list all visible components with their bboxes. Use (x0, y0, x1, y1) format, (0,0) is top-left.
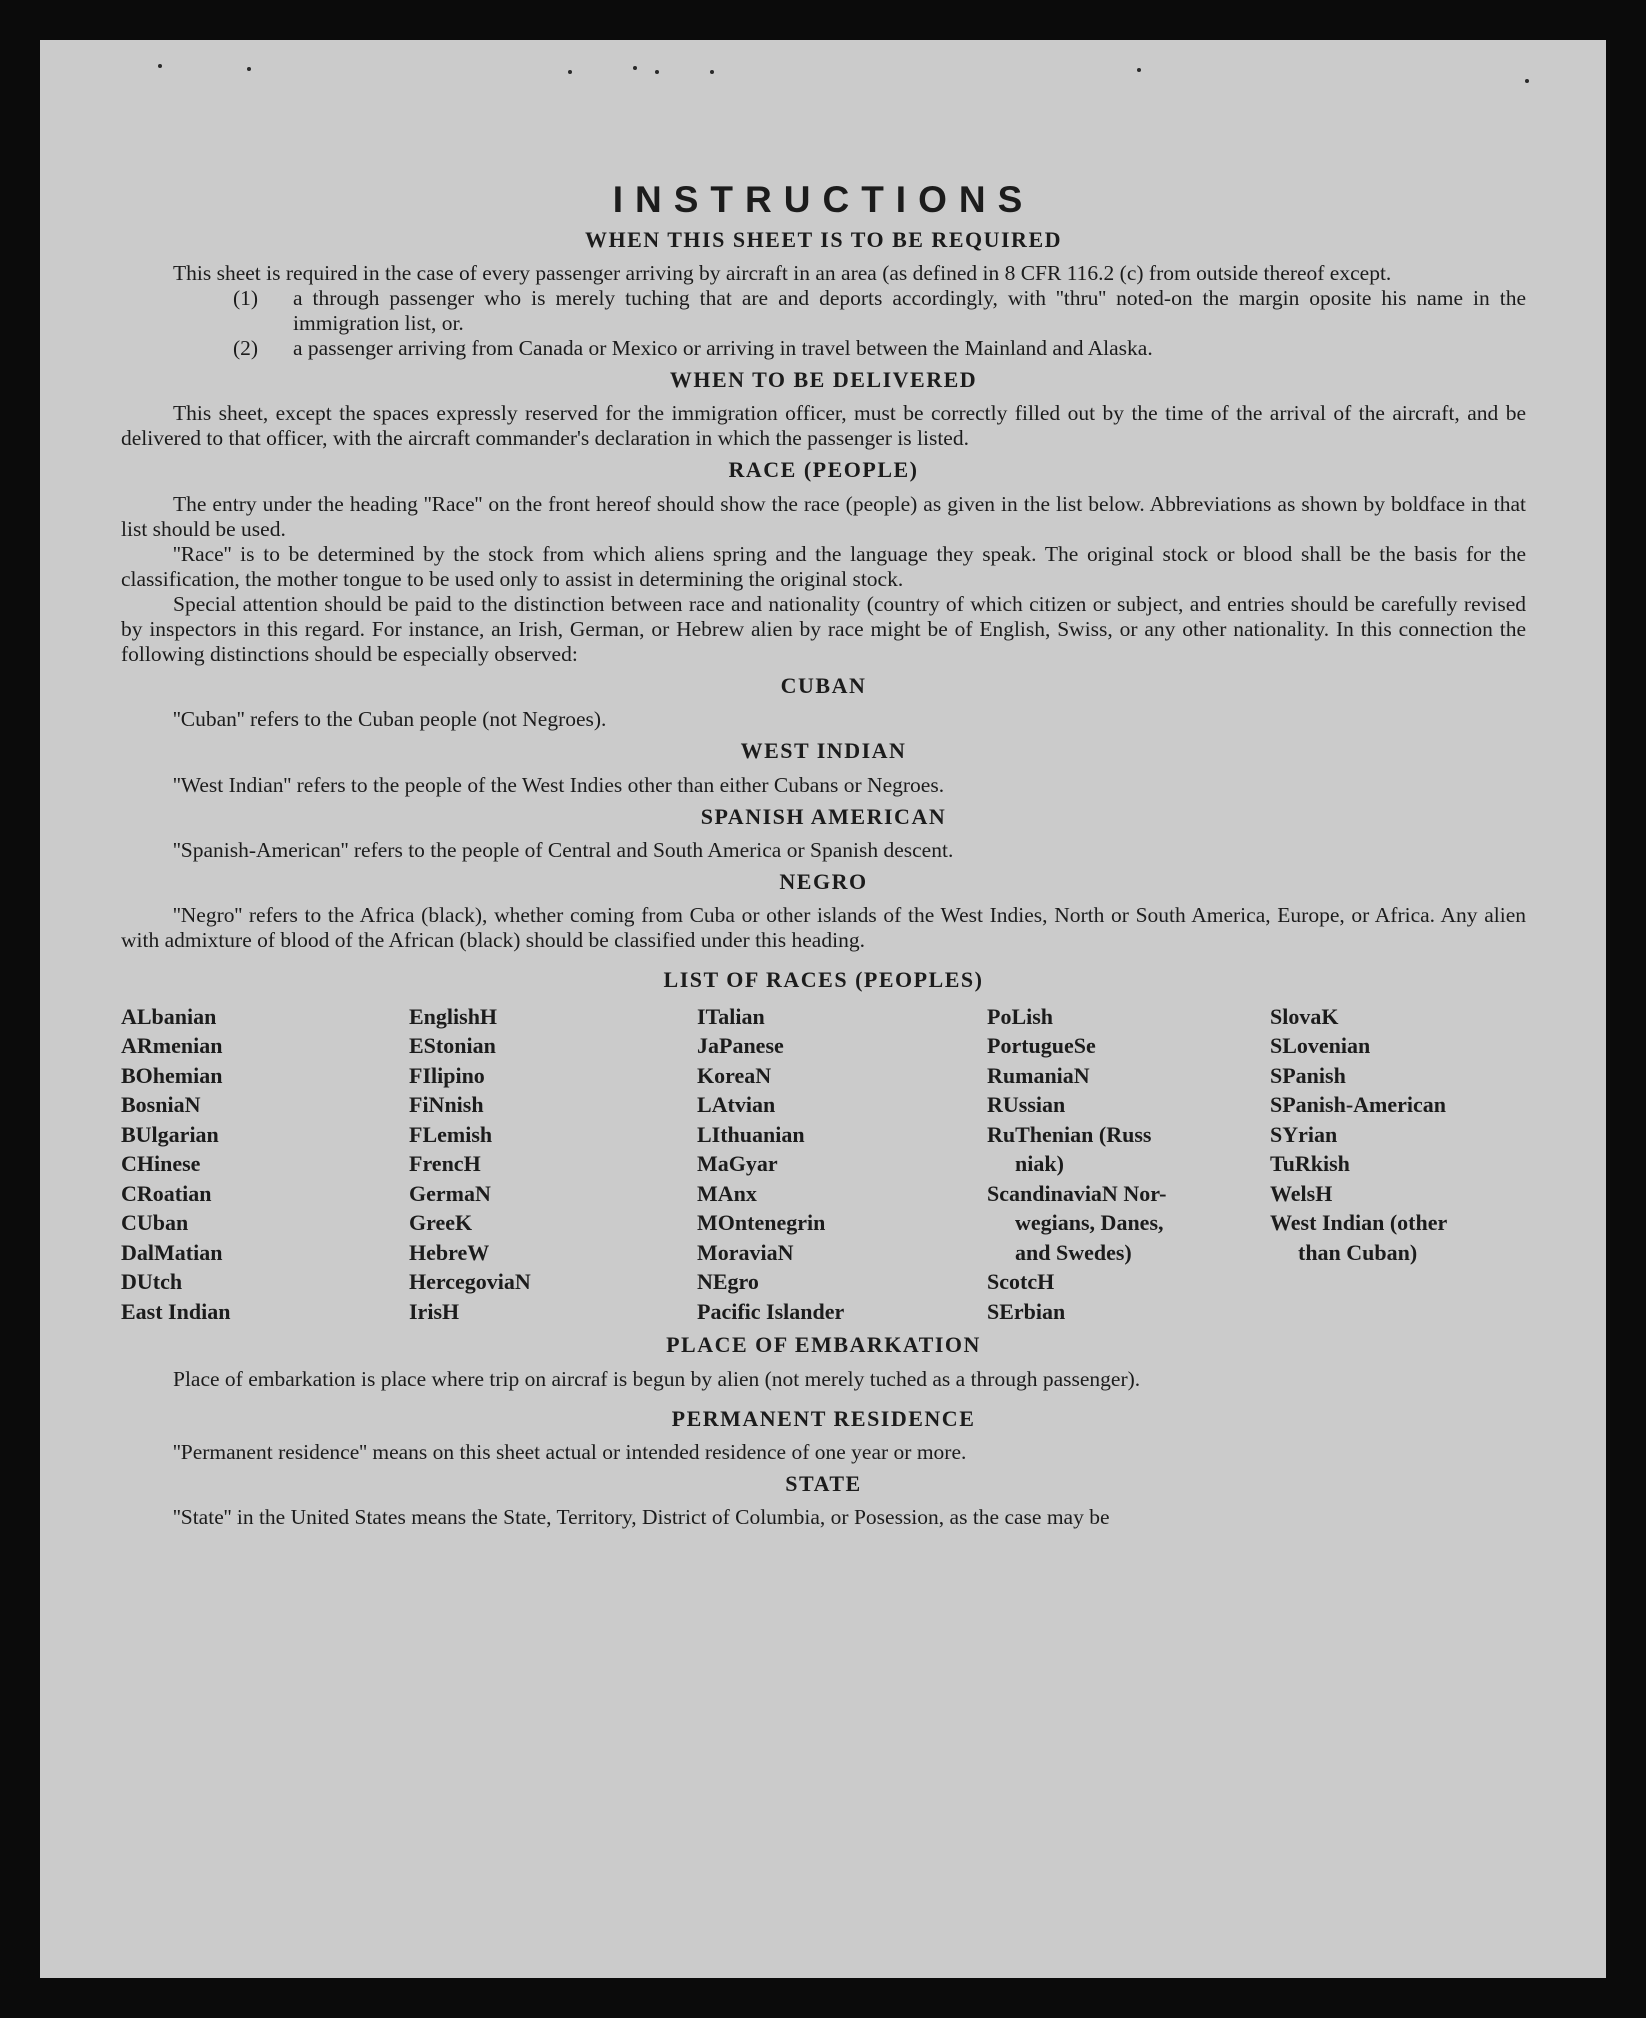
race-item: LIthuanian (697, 1121, 805, 1147)
heading-spanish-american: SPANISH AMERICAN (700, 803, 947, 829)
race-item: ScandinaviaN Nor- (987, 1180, 1167, 1206)
race-item: MAnx (697, 1180, 757, 1206)
race-item: BOhemian (121, 1062, 223, 1088)
race-item: FLemish (409, 1121, 493, 1147)
race-item: WelsH (1270, 1180, 1333, 1206)
races-column-2 (409, 1002, 697, 1327)
race-item: RUssian (987, 1092, 1066, 1118)
races-column-1 (121, 1002, 409, 1327)
permanent-residence-text: ''Permanent residence'' means on this sheet actual or intended residence of one year or more. (173, 1440, 967, 1465)
embarkation-text: Place of embarkation is place where trip on aircraf is begun by alien (not merely tuched as a through passenger). (173, 1366, 1141, 1391)
race-item-continued: and Swedes) (1015, 1239, 1132, 1265)
race-item: West Indian (other (1270, 1210, 1448, 1236)
race-paragraph-2: ''Race'' is to be determined by the stock from which aliens spring and the language they speak. The original stock or blood shall be the basis for the classification, the mother tongue to be used only to assist in determining the original stock. (121, 541, 1526, 591)
race-paragraph-3: Special attention should be paid to the distinction between race and nationality (country of which citizen or subject, and entries should be carefully revised by inspectors in this regard. For instance, an Irish, German, or Hebrew alien by race might be of English, Swiss, or any other nationality. In this connection the following distinctions should be especially observed: (121, 591, 1526, 666)
heading-cuban: CUBAN (780, 672, 867, 698)
race-item: IrisH (409, 1298, 460, 1324)
heading-west-indian: WEST INDIAN (740, 738, 907, 764)
race-item: GermaN (409, 1180, 491, 1206)
race-item: SLovenian (1270, 1033, 1371, 1059)
race-item: ALbanian (121, 1003, 217, 1029)
state-text: ''State'' in the United States means the State, Territory, District of Columbia, or Posession, as the case may be (173, 1505, 1110, 1530)
spanish-american-text: ''Spanish-American'' refers to the people of Central and South America or Spanish descent. (173, 838, 954, 863)
race-item: HercegoviaN (409, 1269, 531, 1295)
race-item: FIlipino (409, 1062, 485, 1088)
race-item: BUlgarian (121, 1121, 219, 1147)
race-item: ARmenian (121, 1033, 223, 1059)
cuban-text: ''Cuban'' refers to the Cuban people (not Negroes). (173, 707, 607, 732)
heading-embarkation: PLACE OF EMBARKATION (666, 1332, 981, 1358)
race-item: FiNnish (409, 1092, 484, 1118)
race-item: Pacific Islander (697, 1298, 845, 1324)
race-item: LAtvian (697, 1092, 776, 1118)
speck (158, 64, 162, 68)
heading-race: RACE (PEOPLE) (728, 457, 919, 483)
heading-negro: NEGRO (779, 869, 868, 895)
race-item: KoreaN (697, 1062, 772, 1088)
race-item: DalMatian (121, 1239, 223, 1265)
race-item: PoLish (987, 1003, 1054, 1029)
when-required-item-2 (121, 336, 1526, 361)
race-item: DUtch (121, 1269, 183, 1295)
race-item: EnglishH (409, 1003, 498, 1029)
race-item-continued: niak) (1015, 1151, 1064, 1177)
item-number: (2) (233, 336, 259, 361)
heading-list-of-races: LIST OF RACES (PEOPLES) (663, 967, 984, 993)
when-required-item-1 (121, 286, 1526, 336)
race-item: SYrian (1270, 1121, 1338, 1147)
speck (655, 70, 659, 74)
race-item: SPanish-American (1270, 1092, 1446, 1118)
instructions-body (121, 180, 1526, 1530)
item-text: a through passenger who is merely tuching that are and deports accordingly, with ''thru'' noted-on the margin oposite his name in the immigration list, or. (293, 286, 1526, 336)
races-column-4 (987, 1002, 1270, 1327)
races-list (121, 1002, 1526, 1327)
race-item-continued: than Cuban) (1298, 1239, 1418, 1265)
race-item: JaPanese (697, 1033, 784, 1059)
race-item: CHinese (121, 1151, 201, 1177)
west-indian-text: ''West Indian'' refers to the people of the West Indies other than either Cubans or Negroes. (173, 772, 945, 797)
when-delivered-text: This sheet, except the spaces expressly reserved for the immigration officer, must be correctly filled out by the time of the arrival of the aircraft, and be delivered to that officer, with the aircraft commander's declaration in which the passenger is listed. (121, 401, 1526, 451)
heading-state: STATE (785, 1471, 862, 1497)
scan-specks (40, 40, 1606, 120)
page-title: INSTRUCTIONS (612, 179, 1035, 220)
speck (568, 70, 572, 74)
race-item: TuRkish (1270, 1151, 1350, 1177)
speck (633, 66, 637, 70)
race-item: CRoatian (121, 1180, 212, 1206)
document-page (40, 40, 1606, 1978)
race-item-continued: wegians, Danes, (1015, 1210, 1164, 1236)
race-item: SlovaK (1270, 1003, 1339, 1029)
race-item: RumaniaN (987, 1062, 1090, 1088)
race-item: East Indian (121, 1298, 231, 1324)
race-paragraph-1: The entry under the heading ''Race'' on the front hereof should show the race (people) as given in the list below. Abbreviations as shown by boldface in that list should be used. (121, 491, 1526, 541)
race-item: FrencH (409, 1151, 481, 1177)
race-item: CUban (121, 1210, 189, 1236)
race-item: PortugueSe (987, 1033, 1096, 1059)
race-item: ITalian (697, 1003, 765, 1029)
race-item: RuThenian (Russ (987, 1121, 1152, 1147)
race-item: HebreW (409, 1239, 490, 1265)
race-item: NEgro (697, 1269, 759, 1295)
when-required-intro: This sheet is required in the case of every passenger arriving by aircraft in an area (as defined in 8 CFR 116.2 (c) from outside thereof except. (173, 261, 1392, 286)
race-item: MOntenegrin (697, 1210, 826, 1236)
race-item: MaGyar (697, 1151, 778, 1177)
race-item: BosniaN (121, 1092, 201, 1118)
races-column-5 (1270, 1002, 1526, 1327)
heading-permanent-residence: PERMANENT RESIDENCE (671, 1405, 976, 1431)
speck (1137, 68, 1141, 72)
race-item: GreeK (409, 1210, 473, 1236)
item-text: a passenger arriving from Canada or Mexico or arriving in travel between the Mainland and Alaska. (293, 336, 1153, 361)
speck (710, 70, 714, 74)
races-column-3 (697, 1002, 987, 1327)
negro-text: ''Negro'' refers to the Africa (black), whether coming from Cuba or other islands of the West Indies, North or South America, Europe, or Africa. Any alien with admixture of blood of the African (black) should be classified under this heading. (121, 903, 1526, 953)
race-item: SErbian (987, 1298, 1066, 1324)
race-item: ScotcH (987, 1269, 1055, 1295)
heading-when-delivered: WHEN TO BE DELIVERED (669, 367, 978, 393)
race-item: EStonian (409, 1033, 496, 1059)
item-number: (1) (233, 286, 259, 311)
race-item: SPanish (1270, 1062, 1346, 1088)
race-item: MoraviaN (697, 1239, 794, 1265)
speck (247, 67, 251, 71)
heading-when-required: WHEN THIS SHEET IS TO BE REQUIRED (584, 226, 1063, 252)
speck (1525, 79, 1529, 83)
